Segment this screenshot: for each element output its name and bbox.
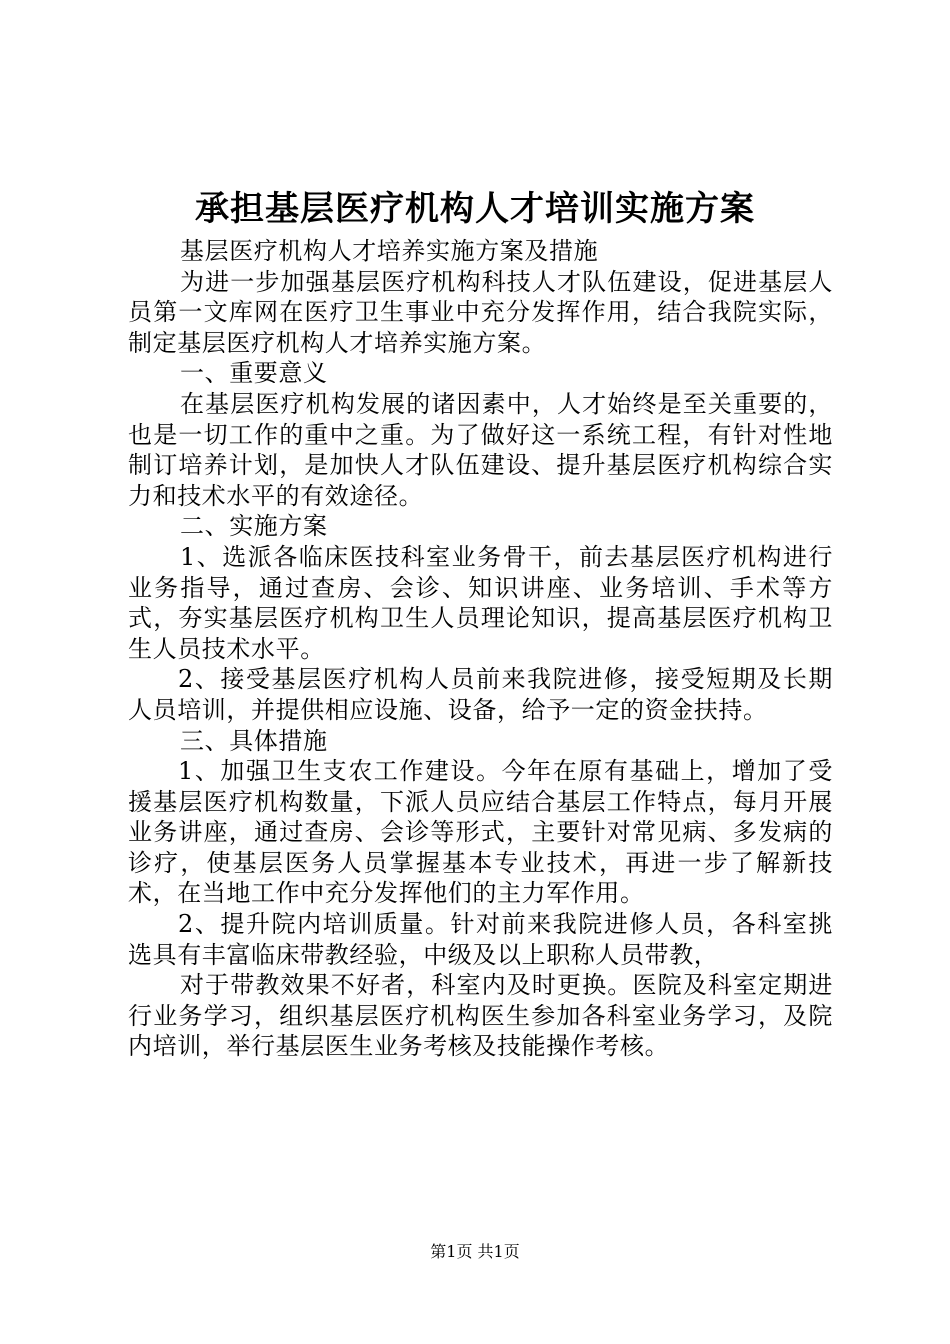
paragraph-significance: 在基层医疗机构发展的诸因素中，人才始终是至关重要的，也是一切工作的重中之重。为了做好这一系统工程，有针对性地制订培养计划，是加快人才队伍建设、提升基层医疗机构综合实力和技术水平的有效途径。 bbox=[128, 389, 833, 510]
paragraph-intro: 为进一步加强基层医疗机构科技人才队伍建设，促进基层人员第一文库网在医疗卫生事业中充分发挥作用，结合我院实际，制定基层医疗机构人才培养实施方案。 bbox=[128, 267, 833, 357]
paragraph-plan-item-2: 2、接受基层医疗机构人员前来我院进修，接受短期及长期人员培训，并提供相应设施、设备，给予一定的资金扶持。 bbox=[128, 665, 833, 724]
document-title: 承担基层医疗机构人才培训实施方案 bbox=[195, 189, 755, 229]
paragraph-measure-1: 1、加强卫生支农工作建设。今年在原有基础上，增加了受援基层医疗机构数量，下派人员应结合基层工作特点，每月开展业务讲座，通过查房、会诊等形式，主要针对常见病、多发病的诊疗，使基层医务人员掌握基本专业技术，再进一步了解新技术，在当地工作中充分发挥他们的主力军作用。 bbox=[128, 757, 833, 908]
paragraph-measure-2-continued: 对于带教效果不好者，科室内及时更换。医院及科室定期进行业务学习，组织基层医疗机构医生参加各科室业务学习，及院内培训，举行基层医生业务考核及技能操作考核。 bbox=[128, 971, 833, 1061]
paragraph-subtitle: 基层医疗机构人才培养实施方案及措施 bbox=[180, 237, 599, 265]
section-heading-measures: 三、具体措施 bbox=[180, 726, 328, 755]
section-heading-plan: 二、实施方案 bbox=[180, 512, 328, 541]
paragraph-measure-2: 2、提升院内培训质量。针对前来我院进修人员，各科室挑选具有丰富临床带教经验，中级及以上职称人员带教， bbox=[128, 910, 833, 969]
paragraph-plan-item-1: 1、选派各临床医技科室业务骨干，前去基层医疗机构进行业务指导，通过查房、会诊、知识讲座、业务培训、手术等方式，夯实基层医疗机构卫生人员理论知识，提高基层医疗机构卫生人员技术水平。 bbox=[128, 542, 833, 663]
document-body bbox=[128, 236, 833, 1062]
page-footer: 第1页 共1页 bbox=[430, 1242, 520, 1261]
section-heading-significance: 一、重要意义 bbox=[180, 359, 328, 388]
